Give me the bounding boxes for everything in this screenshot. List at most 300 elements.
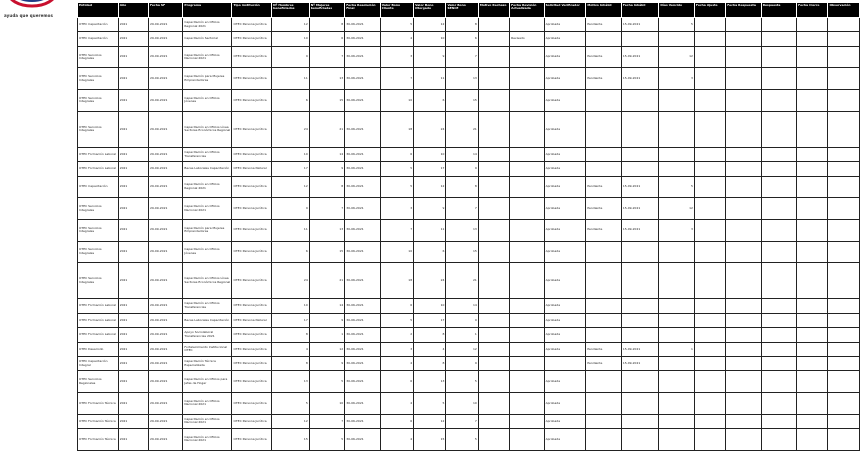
cell-observacion [828, 111, 860, 147]
cell-fecha-resolucion: 30-06-2021 [345, 263, 380, 299]
cell-fecha-revision [510, 299, 544, 313]
cell-fecha-ajuste [694, 147, 725, 161]
cell-entidad: OTEC Formación Laboral [78, 328, 119, 342]
cell-programa: Capacitación en Oficios Nacional 2021 [183, 414, 232, 428]
cell-valor-bono-cliente: 2 [380, 328, 413, 342]
cell-fecha-ajuste [694, 219, 725, 241]
cell-motivo-inhabil [586, 429, 621, 451]
cell-motivo-inhabil [586, 371, 621, 393]
cell-fecha-sf: 29-09-2021 [148, 342, 182, 356]
cell-dias-vencido [659, 299, 694, 313]
cell-mujeres-beneficiadas: 21 [309, 263, 344, 299]
cell-entidad: OTEC Servicios Regionales [78, 371, 119, 393]
table-row [78, 162, 860, 176]
cell-fecha-sf: 29-09-2021 [148, 357, 182, 371]
table-row [78, 46, 860, 68]
column-header-motivo-inhabil: Motivo Inhábil [586, 3, 621, 18]
cell-fecha-cierre [797, 176, 828, 198]
cell-mujeres-beneficiadas: 5 [309, 371, 344, 393]
cell-motivo-inhabil [586, 162, 621, 176]
cell-tipo-institucion: OTEC Persona Jurídica [232, 198, 272, 220]
cell-valor-bono-sence: 9 [446, 313, 478, 327]
cell-fecha-inhabil [621, 90, 659, 112]
cell-fecha-cierre [797, 111, 828, 147]
cell-motivo-rechazo [478, 162, 509, 176]
cell-fecha-cierre [797, 32, 828, 46]
cell-fecha-ajuste [694, 68, 725, 90]
cell-fecha-revision [510, 371, 544, 393]
cell-fecha-cierre [797, 299, 828, 313]
cell-tipo-institucion: OTEC Persona Jurídica [232, 371, 272, 393]
cell-fecha-cierre [797, 342, 828, 356]
cell-valor-bono-otorgado: 9 [414, 46, 446, 68]
cell-fecha-resolucion: 30-06-2021 [345, 393, 380, 415]
cell-observacion [828, 32, 860, 46]
table-row [78, 357, 860, 371]
cell-respuesta [761, 32, 796, 46]
cell-motivo-inhabil [586, 328, 621, 342]
cell-programa: Capacitación en Oficios Regional 2021 [183, 18, 232, 32]
cell-observacion [828, 68, 860, 90]
cell-solicitud-verificador: Aprobada [544, 393, 586, 415]
cell-observacion [828, 147, 860, 161]
cell-fecha-sf: 29-09-2021 [148, 90, 182, 112]
cell-entidad: OTEC Formación Técnica [78, 414, 119, 428]
cell-valor-bono-otorgado: 17 [414, 162, 446, 176]
cell-mujeres-beneficiadas: 13 [309, 219, 344, 241]
cell-programa: Becas Laborales Capacitación [183, 162, 232, 176]
cell-programa: Apoyo Sociolaboral Transferencias 2021 [183, 328, 232, 342]
cell-entidad: OTEC Servicios Integrales [78, 90, 119, 112]
cell-motivo-inhabil [586, 147, 621, 161]
cell-programa: Capacitación en Oficios Regional 2021 [183, 176, 232, 198]
cell-motivo-inhabil: Pendiente [586, 68, 621, 90]
cell-entidad: OTEC Desarrollo [78, 342, 119, 356]
cell-programa: Fortalecimiento Institucional OTEC [183, 342, 232, 356]
cell-respuesta [761, 111, 796, 147]
cell-mujeres-beneficiadas: 13 [309, 68, 344, 90]
cell-fecha-sf: 29-09-2021 [148, 328, 182, 342]
table-header [78, 3, 860, 18]
cell-dias-vencido: 12 [659, 46, 694, 68]
cell-fecha-sf: 29-09-2021 [148, 299, 182, 313]
cell-mujeres-beneficiadas: 14 [309, 147, 344, 161]
cell-dias-vencido: 3 [659, 68, 694, 90]
cell-dias-vencido [659, 393, 694, 415]
cell-dias-vencido [659, 371, 694, 393]
cell-motivo-rechazo [478, 18, 509, 32]
cell-ano: 2021 [118, 176, 148, 198]
cell-valor-bono-cliente: 4 [380, 429, 413, 451]
cell-dias-vencido [659, 32, 694, 46]
cell-fecha-respuesta [726, 313, 761, 327]
cell-ano: 2021 [118, 90, 148, 112]
cell-entidad: OTEC Capacitación [78, 176, 119, 198]
cell-fecha-resolucion: 30-06-2021 [345, 111, 380, 147]
cell-fecha-sf: 29-09-2021 [148, 313, 182, 327]
cell-hombres-beneficiados: 10 [272, 32, 310, 46]
cell-ano: 2021 [118, 18, 148, 32]
cell-fecha-respuesta [726, 241, 761, 263]
cell-fecha-resolucion: 30-06-2021 [345, 328, 380, 342]
cell-fecha-revision [510, 429, 544, 451]
cell-mujeres-beneficiadas: 9 [309, 313, 344, 327]
cell-respuesta [761, 342, 796, 356]
cell-motivo-rechazo [478, 371, 509, 393]
cell-fecha-inhabil [621, 393, 659, 415]
cell-valor-bono-cliente: 3 [380, 198, 413, 220]
cell-mujeres-beneficiadas: 15 [309, 90, 344, 112]
table-row [78, 176, 860, 198]
cell-fecha-respuesta [726, 219, 761, 241]
cell-respuesta [761, 68, 796, 90]
cell-fecha-resolucion: 30-06-2021 [345, 162, 380, 176]
column-header-fecha-revision: Fecha Revisión Actualizada [510, 3, 544, 18]
cell-respuesta [761, 299, 796, 313]
cell-entidad: OTEC Formación Laboral [78, 147, 119, 161]
cell-fecha-respuesta [726, 176, 761, 198]
cell-ano: 2021 [118, 371, 148, 393]
cell-ano: 2021 [118, 32, 148, 46]
column-header-observacion: Observación [828, 3, 860, 18]
cell-motivo-rechazo [478, 393, 509, 415]
table-body [78, 18, 860, 451]
cell-tipo-institucion: OTEC Persona Jurídica [232, 68, 272, 90]
cell-ano: 2021 [118, 313, 148, 327]
cell-valor-bono-sence: 12 [446, 342, 478, 356]
cell-fecha-inhabil: 15-09-2021 [621, 357, 659, 371]
cell-fecha-sf: 29-09-2021 [148, 371, 182, 393]
cell-entidad: OTEC Servicios Integrales [78, 68, 119, 90]
cell-valor-bono-otorgado: 11 [414, 68, 446, 90]
cell-valor-bono-cliente: 3 [380, 342, 413, 356]
cell-hombres-beneficiados: 24 [272, 263, 310, 299]
cell-mujeres-beneficiadas: 15 [309, 241, 344, 263]
cell-valor-bono-otorgado: 13 [414, 371, 446, 393]
cell-ano: 2021 [118, 46, 148, 68]
cell-valor-bono-cliente: 10 [380, 90, 413, 112]
cell-respuesta [761, 90, 796, 112]
cell-fecha-sf: 29-09-2021 [148, 111, 182, 147]
cell-motivo-rechazo [478, 219, 509, 241]
cell-valor-bono-sence: 21 [446, 263, 478, 299]
cell-motivo-rechazo [478, 90, 509, 112]
cell-entidad: OTEC Servicios Integrales [78, 46, 119, 68]
cell-observacion [828, 241, 860, 263]
cell-motivo-inhabil: Pendiente [586, 342, 621, 356]
cell-fecha-resolucion: 30-06-2021 [345, 357, 380, 371]
cell-hombres-beneficiados: 17 [272, 313, 310, 327]
cell-observacion [828, 198, 860, 220]
cell-fecha-resolucion: 30-06-2021 [345, 68, 380, 90]
cell-fecha-inhabil: 15-09-2021 [621, 219, 659, 241]
cell-respuesta [761, 263, 796, 299]
cell-observacion [828, 162, 860, 176]
column-header-fecha-inhabil: Fecha Inhábil [621, 3, 659, 18]
cell-fecha-resolucion: 30-06-2021 [345, 342, 380, 356]
cell-fecha-cierre [797, 313, 828, 327]
cell-hombres-beneficiados: 5 [272, 393, 310, 415]
cell-entidad: OTEC Servicios Integrales [78, 263, 119, 299]
cell-observacion [828, 371, 860, 393]
table-row [78, 313, 860, 327]
cell-tipo-institucion: OTEC Persona Jurídica [232, 263, 272, 299]
cell-tipo-institucion: OTEC Persona Jurídica [232, 429, 272, 451]
cell-fecha-inhabil [621, 429, 659, 451]
table-row [78, 263, 860, 299]
cell-valor-bono-cliente: 3 [380, 46, 413, 68]
cell-fecha-respuesta [726, 414, 761, 428]
cell-fecha-revision [510, 241, 544, 263]
cell-dias-vencido [659, 162, 694, 176]
cell-ano: 2021 [118, 393, 148, 415]
table-row [78, 18, 860, 32]
cell-fecha-sf: 29-09-2021 [148, 46, 182, 68]
cell-valor-bono-sence: 13 [446, 219, 478, 241]
cell-ano: 2021 [118, 198, 148, 220]
column-header-fecha-sf: Fecha SF [148, 3, 182, 18]
table-row [78, 241, 860, 263]
cell-entidad: OTEC Formación Laboral [78, 299, 119, 313]
cell-motivo-inhabil [586, 241, 621, 263]
cell-entidad: OTEC Servicios Integrales [78, 198, 119, 220]
cell-motivo-rechazo [478, 263, 509, 299]
cell-tipo-institucion: OTEC Persona Jurídica [232, 46, 272, 68]
cell-entidad: OTEC Servicios Integrales [78, 219, 119, 241]
column-header-valor-bono-sence: Valor Bono SENCE [446, 3, 478, 18]
cell-valor-bono-cliente: 4 [380, 393, 413, 415]
cell-fecha-revision [510, 176, 544, 198]
cell-fecha-inhabil [621, 299, 659, 313]
table-row [78, 90, 860, 112]
cell-tipo-institucion: OTEC Persona Jurídica [232, 32, 272, 46]
cell-fecha-ajuste [694, 414, 725, 428]
cell-motivo-inhabil [586, 313, 621, 327]
cell-fecha-ajuste [694, 162, 725, 176]
cell-dias-vencido [659, 90, 694, 112]
cell-programa: Capacitación en Oficios Transferencias [183, 299, 232, 313]
cell-tipo-institucion: OTEC Persona Jurídica [232, 393, 272, 415]
cell-valor-bono-otorgado: 9 [414, 198, 446, 220]
table-row [78, 342, 860, 356]
cell-programa: Capacitación para Mujeres Emprendedoras [183, 68, 232, 90]
cell-solicitud-verificador: Aprobada [544, 198, 586, 220]
cell-fecha-respuesta [726, 371, 761, 393]
column-header-entidad: Entidad [78, 3, 119, 18]
cell-observacion [828, 263, 860, 299]
cell-ano: 2021 [118, 342, 148, 356]
cell-valor-bono-sence: 15 [446, 90, 478, 112]
table-row [78, 393, 860, 415]
cell-fecha-revision [510, 90, 544, 112]
cell-mujeres-beneficiadas: 14 [309, 299, 344, 313]
cell-fecha-cierre [797, 393, 828, 415]
cell-valor-bono-otorgado: 12 [414, 176, 446, 198]
table-row [78, 299, 860, 313]
cell-fecha-revision [510, 46, 544, 68]
cell-observacion [828, 429, 860, 451]
cell-programa: Capacitación Sectorial [183, 32, 232, 46]
cell-solicitud-verificador: Aprobada [544, 46, 586, 68]
cell-valor-bono-sence: 5 [446, 429, 478, 451]
cell-valor-bono-otorgado: 15 [414, 429, 446, 451]
cell-fecha-ajuste [694, 263, 725, 299]
cell-solicitud-verificador: Aprobada [544, 18, 586, 32]
cell-fecha-ajuste [694, 90, 725, 112]
table-row [78, 68, 860, 90]
cell-fecha-revision [510, 162, 544, 176]
cell-fecha-cierre [797, 371, 828, 393]
cell-entidad: OTEC Formación Técnica [78, 429, 119, 451]
cell-entidad: OTEC Capacitación [78, 18, 119, 32]
cell-fecha-ajuste [694, 176, 725, 198]
cell-ano: 2021 [118, 219, 148, 241]
cell-dias-vencido: 1 [659, 342, 694, 356]
column-header-dias-vencido: Días Vencido [659, 3, 694, 18]
cell-valor-bono-otorgado: 5 [414, 393, 446, 415]
cell-hombres-beneficiados: 12 [272, 414, 310, 428]
column-header-respuesta: Respuesta [761, 3, 796, 18]
cell-ano: 2021 [118, 68, 148, 90]
cell-solicitud-verificador: Aprobada [544, 111, 586, 147]
cell-valor-bono-otorgado: 10 [414, 32, 446, 46]
cell-fecha-inhabil [621, 263, 659, 299]
cell-fecha-respuesta [726, 299, 761, 313]
cell-fecha-resolucion: 30-06-2021 [345, 219, 380, 241]
cell-valor-bono-cliente: 4 [380, 32, 413, 46]
cell-fecha-resolucion: 30-06-2021 [345, 90, 380, 112]
cell-tipo-institucion: OTEC Persona Jurídica [232, 147, 272, 161]
cell-fecha-cierre [797, 162, 828, 176]
cell-observacion [828, 414, 860, 428]
cell-motivo-inhabil [586, 111, 621, 147]
cell-dias-vencido [659, 241, 694, 263]
cell-valor-bono-cliente: 4 [380, 357, 413, 371]
cell-observacion [828, 342, 860, 356]
cell-fecha-inhabil [621, 111, 659, 147]
cell-fecha-inhabil: 15-09-2021 [621, 68, 659, 90]
cell-fecha-inhabil [621, 32, 659, 46]
cell-motivo-inhabil [586, 299, 621, 313]
cell-respuesta [761, 313, 796, 327]
cell-mujeres-beneficiadas: 9 [309, 162, 344, 176]
cell-mujeres-beneficiadas: 8 [309, 176, 344, 198]
cell-valor-bono-otorgado: 24 [414, 263, 446, 299]
cell-valor-bono-cliente: 5 [380, 18, 413, 32]
cell-valor-bono-cliente: 5 [380, 176, 413, 198]
cell-fecha-resolucion: 30-06-2021 [345, 147, 380, 161]
cell-tipo-institucion: OTEC Persona Jurídica [232, 219, 272, 241]
cell-fecha-respuesta [726, 68, 761, 90]
cell-observacion [828, 219, 860, 241]
cell-hombres-beneficiados: 9 [272, 198, 310, 220]
cell-solicitud-verificador: Aprobada [544, 299, 586, 313]
cell-solicitud-verificador: Aprobada [544, 313, 586, 327]
cell-tipo-institucion: OTEC Persona Jurídica [232, 414, 272, 428]
cell-fecha-ajuste [694, 328, 725, 342]
cell-fecha-ajuste [694, 299, 725, 313]
cell-fecha-cierre [797, 198, 828, 220]
cell-valor-bono-cliente: 6 [380, 371, 413, 393]
cell-programa: Capacitación en Oficios Transferencias [183, 147, 232, 161]
cell-fecha-sf: 29-09-2021 [148, 162, 182, 176]
cell-ano: 2021 [118, 147, 148, 161]
cell-fecha-respuesta [726, 342, 761, 356]
cell-motivo-inhabil [586, 263, 621, 299]
cell-hombres-beneficiados: 10 [272, 147, 310, 161]
cell-fecha-respuesta [726, 357, 761, 371]
cell-fecha-inhabil: 15-09-2021 [621, 46, 659, 68]
cell-solicitud-verificador [544, 357, 586, 371]
table-row [78, 147, 860, 161]
cell-fecha-resolucion: 30-06-2021 [345, 198, 380, 220]
cell-fecha-inhabil [621, 147, 659, 161]
cell-fecha-ajuste [694, 18, 725, 32]
cell-fecha-revision [510, 219, 544, 241]
cell-observacion [828, 393, 860, 415]
cell-entidad: OTEC Capacitación Integral [78, 357, 119, 371]
cell-entidad: OTEC Capacitación [78, 32, 119, 46]
cell-motivo-rechazo [478, 68, 509, 90]
cell-ano: 2021 [118, 328, 148, 342]
cell-valor-bono-cliente: 18 [380, 263, 413, 299]
cell-respuesta [761, 18, 796, 32]
cell-valor-bono-sence: 15 [446, 241, 478, 263]
cell-fecha-respuesta [726, 393, 761, 415]
cell-fecha-revision [510, 111, 544, 147]
cell-solicitud-verificador: Aprobada [544, 263, 586, 299]
cell-entidad: OTEC Formación Laboral [78, 313, 119, 327]
cell-ano: 2021 [118, 414, 148, 428]
cell-mujeres-beneficiadas: 7 [309, 46, 344, 68]
cell-valor-bono-cliente: 6 [380, 414, 413, 428]
cell-fecha-inhabil [621, 162, 659, 176]
cell-motivo-rechazo [478, 147, 509, 161]
cell-fecha-sf: 29-09-2021 [148, 147, 182, 161]
cell-dias-vencido: 5 [659, 18, 694, 32]
cell-ano: 2021 [118, 162, 148, 176]
cell-fecha-revision [510, 342, 544, 356]
cell-valor-bono-sence: 7 [446, 46, 478, 68]
cell-motivo-inhabil: Pendiente [586, 18, 621, 32]
column-header-ano: Año [118, 3, 148, 18]
cell-fecha-resolucion: 30-06-2021 [345, 371, 380, 393]
cell-programa: Capacitación en Oficios para Jefas de Hogar [183, 371, 232, 393]
cell-fecha-sf: 29-09-2021 [148, 68, 182, 90]
cell-mujeres-beneficiadas: 7 [309, 198, 344, 220]
logo-tagline: ayuda que queremos [4, 13, 54, 18]
cell-entidad: OTEC Servicios Integrales [78, 241, 119, 263]
cell-fecha-resolucion: 30-06-2021 [345, 241, 380, 263]
cell-valor-bono-sence: 7 [446, 198, 478, 220]
cell-mujeres-beneficiadas: 10 [309, 393, 344, 415]
cell-valor-bono-cliente: 7 [380, 68, 413, 90]
cell-tipo-institucion: OTEC Persona Natural [232, 162, 272, 176]
cell-ano: 2021 [118, 299, 148, 313]
cell-fecha-respuesta [726, 429, 761, 451]
cell-solicitud-verificador: Aprobada [544, 176, 586, 198]
cell-solicitud-verificador: Aprobada [544, 241, 586, 263]
cell-programa: Capacitación Técnica Especializada [183, 357, 232, 371]
cell-mujeres-beneficiadas: 8 [309, 18, 344, 32]
logo [0, 0, 80, 20]
cell-fecha-cierre [797, 68, 828, 90]
cell-fecha-cierre [797, 90, 828, 112]
cell-valor-bono-sence: 10 [446, 393, 478, 415]
cell-fecha-resolucion: 30-06-2021 [345, 414, 380, 428]
cell-valor-bono-cliente: 6 [380, 299, 413, 313]
cell-hombres-beneficiados: 15 [272, 429, 310, 451]
